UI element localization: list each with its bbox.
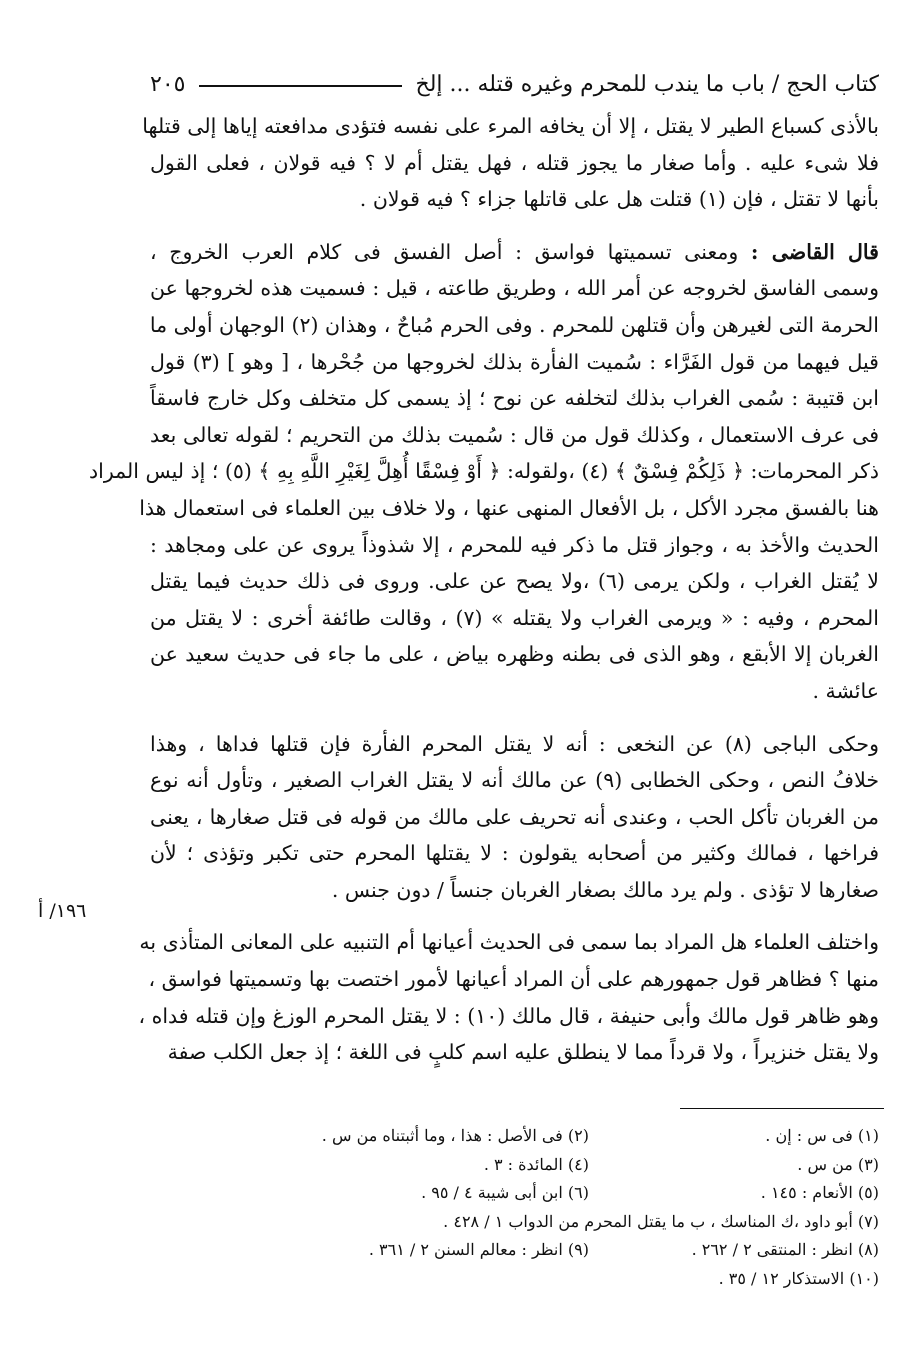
line-text: منها ؟ فظاهر قول جمهورهم على أن المراد أعيانها لأمور اختصت بها وتسميتها فواسق ،	[148, 967, 879, 992]
footnote-rule	[680, 1108, 884, 1109]
text-line	[150, 673, 879, 710]
text-line	[150, 527, 879, 564]
footnote: (١) فى س : إن .	[765, 1126, 879, 1145]
line-text: ابن قتيبة : سُمى الغراب بذلك لتخلفه عن نوح ؛ إذ يسمى كل متخلف وكل خارج فاسقاً	[150, 386, 879, 411]
line-text: وهو ظاهر قول مالك وأبى حنيفة ، قال مالك (١٠) : لا يقتل المحرم الوزغ وإن قتله فداه ،	[138, 1003, 879, 1028]
text-line	[150, 181, 879, 218]
text-line	[139, 924, 879, 961]
footnote: (١٠) الاستذكار ١٢ / ٣٥ .	[718, 1268, 879, 1288]
text-line	[150, 380, 879, 417]
line-text: ومعنى تسميتها فواسق : أصل الفسق فى كلام العرب الخروج ،	[150, 239, 739, 264]
paragraph	[138, 924, 879, 1070]
main-text	[89, 108, 879, 1087]
footnote: (٥) الأنعام : ١٤٥ .	[760, 1183, 879, 1202]
text-line	[150, 234, 879, 271]
footnote: (٤) المائدة : ٣ .	[483, 1154, 589, 1174]
running-header	[150, 66, 879, 102]
text-line	[139, 490, 879, 527]
footnotes	[150, 1122, 879, 1293]
paragraph	[150, 726, 879, 909]
line-text: لا يُقتل الغراب ، ولكن يرمى (٦) ،ولا يصح عن على. وروى فى ذلك حديث فيما يقتل	[150, 569, 879, 594]
line-text: هنا بالفسق مجرد الأكل ، بل الأفعال المنهى عنها ، ولا خلاف بين العلماء فى استعمال هذا	[139, 495, 879, 520]
text-line	[150, 270, 879, 307]
line-text: وحكى الباجى (٨) عن النخعى : أنه لا يقتل المحرم الفأرة فإن قتلها فداها ، وهذا	[150, 731, 879, 756]
text-line	[150, 307, 879, 344]
footnote: (٢) فى الأصل : هذا ، وما أثبتناه من س .	[321, 1126, 589, 1145]
line-text: ولا يقتل خنزيراً ، ولا قرداً مما لا ينطلق عليه اسم كلبٍ فى اللغة ؛ إذ جعل الكلب صفة	[167, 1040, 879, 1065]
line-text: بالأذى كسباع الطير لا يقتل ، إلا أن يخافه المرء على نفسه فتؤدى مدافعته إياها إلى قتلها	[142, 114, 879, 138]
footnote-row	[150, 1151, 879, 1180]
line-text: من الغربان تأكل الحب ، وعندى أنه تحريف على مالك من قوله فى قتل صغارها ، يعنى	[150, 804, 879, 829]
line-text: خلافُ النص ، وحكى الخطابى (٩) عن مالك أنه لا يقتل الغراب الصغير ، وتأول أنه نوع	[150, 768, 879, 793]
paragraph	[142, 108, 879, 218]
line-text: فراخها ، فمالك وكثير من أصحابه يقولون : لا يقتلها المحرم حتى تكبر وتؤذى ؛ لأن	[150, 841, 879, 866]
text-line	[150, 600, 879, 637]
line-text: الحديث والأخذ به ، وجواز قتل ما ذكر فيه للمحرم ، إلا شذوذاً يروى عن على ومجاهد :	[150, 532, 879, 557]
line-text: وسمى الفاسق لخروجه عن أمر الله ، وطريق طاعته ، قيل : فسميت هذه لخروجها عن	[150, 276, 879, 301]
line-text: فى عرف الاستعمال ، وكذلك قول من قال : سُميت بذلك من التحريم ؛ لقوله تعالى بعد	[150, 422, 879, 447]
footnote-row	[150, 1265, 879, 1294]
page-number: ٢٠٥	[150, 71, 186, 97]
line-text: بأنها لا تقتل ، فإن (١) قتلت هل على قاتلها جزاء ؟ فيه قولان .	[359, 187, 879, 212]
footnote-row	[150, 1122, 879, 1151]
text-line	[150, 762, 879, 799]
footnote-row	[150, 1208, 879, 1237]
text-line	[150, 417, 879, 454]
line-text: صغارها لا تؤذى . ولم يرد مالك بصغار الغربان جنساً / دون جنس .	[331, 877, 879, 902]
line-text: واختلف العلماء هل المراد بما سمى فى الحديث أعيانها أم التنبيه على المعانى المتأذى به	[139, 930, 879, 955]
footnote-row	[150, 1236, 879, 1265]
footnote-row	[150, 1179, 879, 1208]
text-line	[150, 636, 879, 673]
text-line	[89, 453, 879, 490]
footnote: (٨) انظر : المنتقى ٢ / ٢٦٢ .	[691, 1240, 879, 1259]
footnote: (٦) ابن أبى شيبة ٤ / ٩٥ .	[421, 1183, 589, 1202]
text-line	[150, 799, 879, 836]
text-line	[138, 998, 879, 1035]
line-text: المحرم ، وفيه : « ويرمى الغراب ولا يقتله » (٧) ، وقالت طائفة أخرى : لا يقتل من	[150, 605, 879, 630]
line-text: ذكر المحرمات: ﴿ ذَلِكُمْ فِسْقٌ ﴾ (٤) ،ولقوله: ﴿ أَوْ فِسْقًا أُهِلَّ لِغَيْرِ اللَّهِ بِهِ ﴾ (٥) ؛ إذ ليس المراد	[89, 459, 879, 484]
running-title: كتاب الحج / باب ما يندب للمحرم وغيره قتله ... إلخ	[415, 71, 879, 97]
text-line	[150, 344, 879, 381]
text-line	[142, 108, 879, 145]
header-rule	[199, 85, 401, 87]
text-line	[150, 961, 879, 998]
text-line	[150, 563, 879, 600]
footnote: (٣) من س .	[797, 1154, 879, 1174]
footnote: (٩) انظر : معالم السنن ٢ / ٣٦١ .	[368, 1240, 589, 1259]
text-line	[150, 1034, 879, 1071]
margin-folio-note: ١٩٦/ أ	[38, 900, 87, 922]
paragraph	[89, 234, 879, 710]
line-text: قيل فيهما من قول الفَرَّاء : سُميت الفأرة بذلك لخروجها من جُحْرها ، [ وهو ] (٣) قول	[150, 349, 879, 374]
text-line	[150, 872, 879, 909]
line-text: عائشة .	[812, 678, 879, 703]
line-text: الحرمة التى لغيرهن وأن قتلهن للمحرم . وفى الحرم مُباحٌ ، وهذان (٢) الوجهان أولى ما	[149, 312, 879, 337]
text-line	[150, 726, 879, 763]
footnote: (٧) أبو داود ،ك المناسك ، ب ما يقتل المحرم من الدواب ١ / ٤٢٨ .	[443, 1211, 879, 1231]
line-text: الغربان إلا الأبقع ، وهو الذى فى بطنه وظهره بياض ، على ما جاء فى حديث سعيد عن	[150, 642, 879, 667]
speaker-lead: قال القاضى :	[750, 239, 879, 264]
text-line	[150, 835, 879, 872]
text-line	[150, 145, 879, 182]
line-text: فلا شىء عليه . وأما صغار ما يجوز قتله ، فهل يقتل أم لا ؟ فيه قولان ، فعلى القول	[150, 150, 879, 175]
